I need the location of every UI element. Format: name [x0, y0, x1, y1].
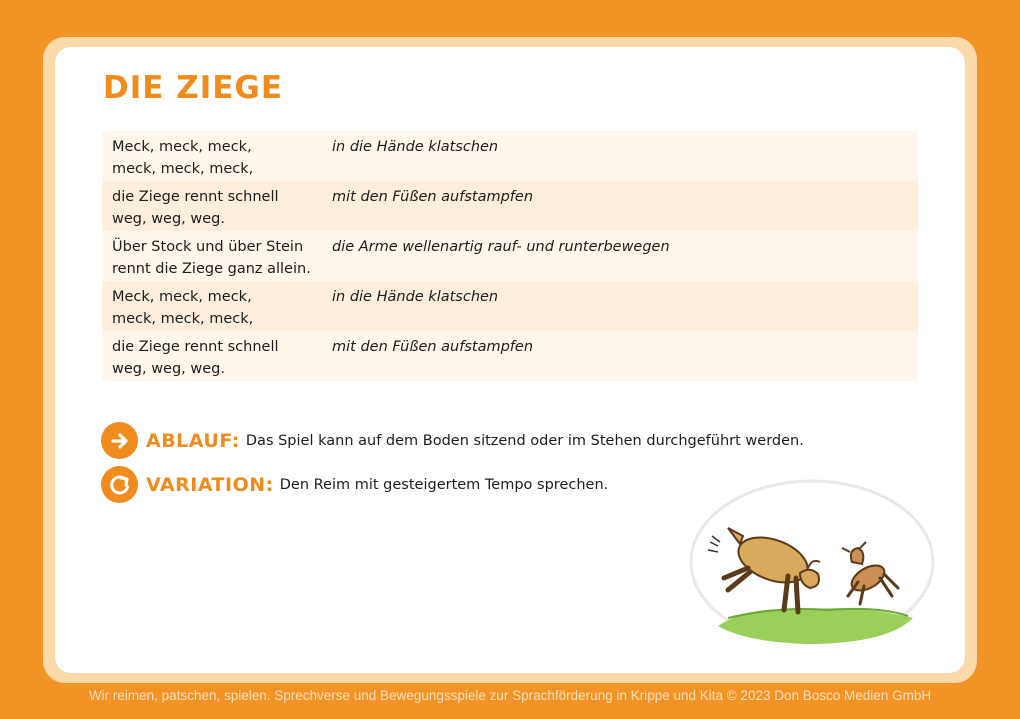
goat-illustration — [688, 478, 936, 646]
refresh-icon — [101, 466, 138, 503]
table-row — [102, 281, 918, 331]
ablauf-label: ABLAUF: — [146, 429, 240, 452]
variation-section — [101, 466, 608, 503]
variation-text: Den Reim mit gesteigertem Tempo sprechen. — [279, 476, 609, 493]
verse-text: Meck, meck, meck, meck, meck, meck, — [112, 289, 254, 327]
table-row — [102, 231, 918, 281]
footer-copyright: Wir reimen, patschen, spielen. Sprechverse und Bewegungsspiele zur Sprachförderung in Krippe und Kita © 2023 Don Bosco Medien GmbH — [88, 688, 932, 703]
action-text: mit den Füßen aufstampfen — [332, 339, 534, 355]
table-row — [102, 331, 918, 381]
ablauf-text: Das Spiel kann auf dem Boden sitzend oder im Stehen durchgeführt werden. — [245, 432, 804, 449]
verse-text: die Ziege rennt schnell weg, weg, weg. — [112, 339, 279, 377]
verse-text: Über Stock und über Stein rennt die Ziege ganz allein. — [112, 239, 311, 277]
table-row — [102, 181, 918, 231]
verse-table — [102, 131, 918, 381]
action-text: in die Hände klatschen — [332, 139, 499, 155]
page-title: DIE ZIEGE — [103, 70, 284, 106]
table-row — [102, 131, 918, 181]
action-text: mit den Füßen aufstampfen — [332, 189, 534, 205]
action-text: die Arme wellenartig rauf- und runterbewegen — [332, 239, 670, 255]
action-text: in die Hände klatschen — [332, 289, 499, 305]
verse-text: die Ziege rennt schnell weg, weg, weg. — [112, 189, 279, 227]
arrow-right-icon — [101, 422, 138, 459]
variation-label: VARIATION: — [146, 473, 274, 496]
verse-text: Meck, meck, meck, meck, meck, meck, — [112, 139, 254, 177]
ablauf-section — [101, 422, 804, 459]
